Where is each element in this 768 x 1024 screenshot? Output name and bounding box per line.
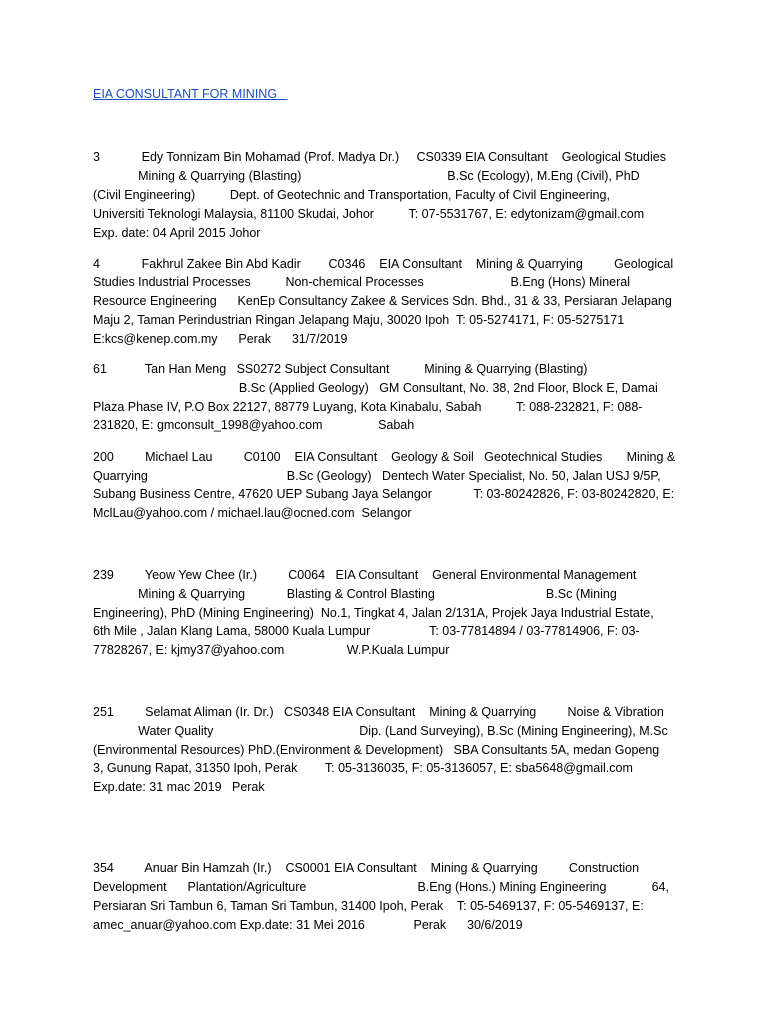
entry-2-line-3: Resource Engineering KenEp Consultancy Zakee & Services Sdn. Bhd., 31 & 33, Persiaran Jelapang (93, 294, 672, 308)
entry-1-line-2: Mining & Quarrying (Blasting) B.Sc (Ecology), M.Eng (Civil), PhD (93, 169, 640, 183)
entry-4-line-3: Subang Business Centre, 47620 UEP Subang Jaya Selangor T: 03-80242826, F: 03-80242820, E: (93, 487, 675, 501)
entry-3-line-1: 61 Tan Han Meng SS0272 Subject Consultant Mining & Quarrying (Blasting) (93, 362, 588, 376)
entry-4-line-2: Quarrying B.Sc (Geology) Dentech Water Specialist, No. 50, Jalan USJ 9/5P, (93, 469, 661, 483)
entry-2-line-2: Studies Industrial Processes Non-chemical Processes B.Eng (Hons) Mineral (93, 275, 630, 289)
entry-6-line-2: Water Quality Dip. (Land Surveying), B.Sc (Mining Engineering), M.Sc (93, 724, 668, 738)
entry-1-line-3: (Civil Engineering) Dept. of Geotechnic and Transportation, Faculty of Civil Engineering, (93, 188, 610, 202)
entry-7-line-1: 354 Anuar Bin Hamzah (Ir.) CS0001 EIA Consultant Mining & Quarrying Construction (93, 861, 640, 875)
entry-4-line-1: 200 Michael Lau C0100 EIA Consultant Geology & Soil Geotechnical Studies Mining & (93, 450, 676, 464)
entry-3-line-2: B.Sc (Applied Geology) GM Consultant, No. 38, 2nd Floor, Block E, Damai (93, 381, 658, 395)
entry-2-line-5: E:kcs@kenep.com.my Perak 31/7/2019 (93, 332, 348, 346)
entry-1-line-1: 3 Edy Tonnizam Bin Mohamad (Prof. Madya Dr.) CS0339 EIA Consultant Geological Studies (93, 150, 666, 164)
entry-3-line-3: Plaza Phase IV, P.O Box 22127, 88779 Luyang, Kota Kinabalu, Sabah T: 088-232821, F: 088- (93, 400, 643, 414)
entry-4-line-4: MclLau@yahoo.com / michael.lau@ocned.com Selangor (93, 506, 412, 520)
entry-7-line-4: amec_anuar@yahoo.com Exp.date: 31 Mei 2016 Perak 30/6/2019 (93, 918, 523, 932)
entry-5-line-4: 6th Mile , Jalan Klang Lama, 58000 Kuala Lumpur T: 03-77814894 / 03-77814906, F: 03- (93, 624, 640, 638)
entry-6-line-4: 3, Gunung Rapat, 31350 Ipoh, Perak T: 05-3136035, F: 05-3136057, E: sba5648@gmail.com (93, 761, 633, 775)
entry-6-line-3: (Environmental Resources) PhD.(Environment & Development) SBA Consultants 5A, medan Gopeng (93, 743, 660, 757)
entry-5-line-1: 239 Yeow Yew Chee (Ir.) C0064 EIA Consultant General Environmental Management (93, 568, 637, 582)
entry-7-line-2: Development Plantation/Agriculture B.Eng (Hons.) Mining Engineering 64, (93, 880, 669, 894)
entry-2-line-4: Maju 2, Taman Perindustrian Ringan Jelapang Maju, 30020 Ipoh T: 05-5274171, F: 05-5275171 (93, 313, 625, 327)
entry-6-line-1: 251 Selamat Aliman (Ir. Dr.) CS0348 EIA Consultant Mining & Quarrying Noise & Vibration (93, 705, 664, 719)
entry-5-line-5: 77828267, E: kjmy37@yahoo.com W.P.Kuala Lumpur (93, 643, 450, 657)
document-heading-link[interactable]: EIA CONSULTANT FOR MINING (93, 87, 288, 101)
entry-6-line-5: Exp.date: 31 mac 2019 Perak (93, 780, 265, 794)
entry-2-line-1: 4 Fakhrul Zakee Bin Abd Kadir C0346 EIA Consultant Mining & Quarrying Geological (93, 257, 674, 271)
entry-5-line-3: Engineering), PhD (Mining Engineering) No.1, Tingkat 4, Jalan 2/131A, Projek Jaya Industrial Estate, (93, 606, 654, 620)
entry-3-line-4: 231820, E: gmconsult_1998@yahoo.com Sabah (93, 418, 415, 432)
entry-1-line-5: Exp. date: 04 April 2015 Johor (93, 226, 261, 240)
entry-1-line-4: Universiti Teknologi Malaysia, 81100 Skudai, Johor T: 07-5531767, E: edytonizam@gmail.com (93, 207, 645, 221)
entry-5-line-2: Mining & Quarrying Blasting & Control Blasting B.Sc (Mining (93, 587, 617, 601)
entry-7-line-3: Persiaran Sri Tambun 6, Taman Sri Tambun, 31400 Ipoh, Perak T: 05-5469137, F: 05-5469137, E: (93, 899, 644, 913)
